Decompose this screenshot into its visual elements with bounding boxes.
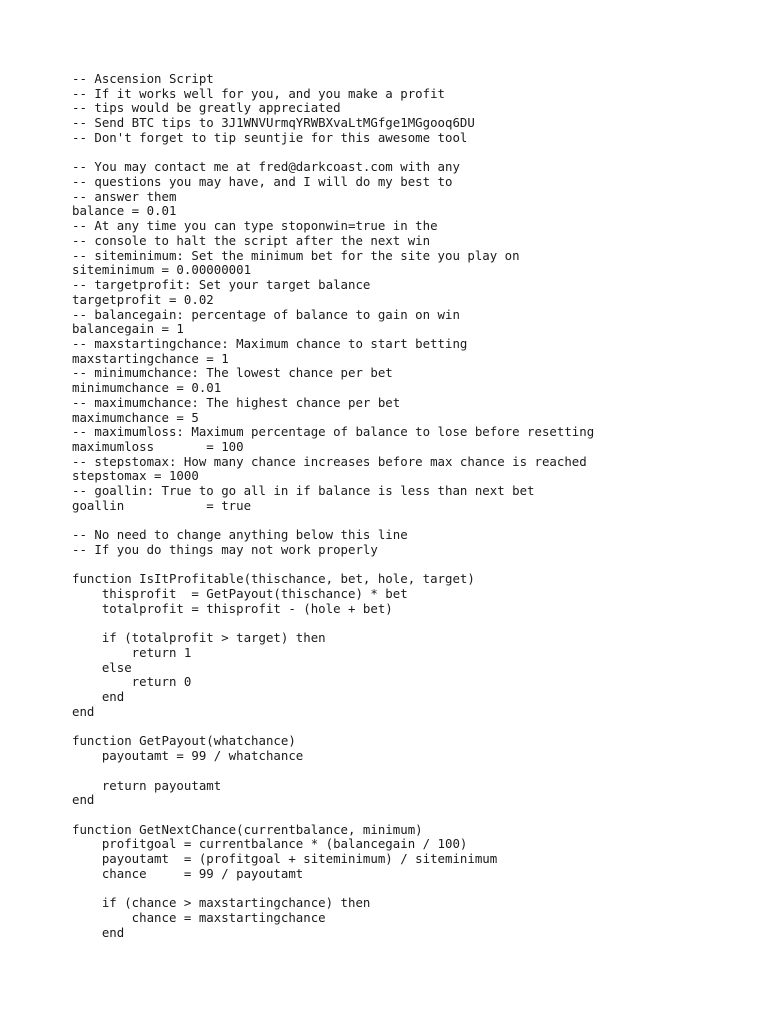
blank-line	[72, 514, 594, 529]
code-line: -- Don't forget to tip seuntjie for this awesome tool	[72, 129, 468, 145]
code-line: return payoutamt	[72, 777, 222, 793]
blank-line	[72, 720, 594, 735]
code-line: totalprofit = thisprofit - (hole + bet)	[72, 600, 393, 616]
blank-line	[72, 146, 594, 161]
blank-line	[72, 764, 594, 779]
code-line: -- maxstartingchance: Maximum chance to start betting	[72, 335, 468, 351]
code-line: -- maximumchance: The highest chance per bet	[72, 394, 401, 410]
code-line: chance = maxstartingchance	[72, 909, 326, 925]
code-line: -- targetprofit: Set your target balance	[72, 277, 371, 293]
code-line: -- tips would be greatly appreciated	[72, 100, 341, 116]
code-line: profitgoal = currentbalance * (balancegain / 100)	[72, 836, 468, 852]
code-line: -- If you do things may not work properly	[72, 542, 378, 557]
code-line: -- balancegain: percentage of balance to gain on win	[72, 306, 460, 322]
code-block	[72, 72, 594, 940]
code-line: else	[72, 659, 132, 675]
code-line: function IsItProfitable(thischance, bet, hole, target)	[72, 571, 475, 587]
code-line: return 1	[72, 645, 192, 661]
code-line: end	[72, 689, 125, 705]
code-line: payoutamt = 99 / whatchance	[72, 748, 304, 764]
code-line: -- maximumloss: Maximum percentage of balance to lose before resetting	[72, 424, 595, 440]
code-line: function GetNextChance(currentbalance, minimum)	[72, 821, 423, 837]
code-line: -- answer them	[72, 188, 177, 204]
code-line: -- Send BTC tips to 3J1WNVUrmqYRWBXvaLtMGfge1MGgooq6DU	[72, 115, 475, 131]
code-line: chance = 99 / payoutamt	[72, 865, 304, 881]
code-line: balance = 0.01	[72, 203, 177, 219]
code-line: balancegain = 1	[72, 321, 184, 337]
code-line: goallin = true	[72, 497, 252, 513]
code-line: thisprofit = GetPayout(thischance) * bet	[72, 586, 408, 602]
code-line: -- At any time you can type stoponwin=true in the	[72, 218, 438, 234]
code-line: minimumchance = 0.01	[72, 380, 222, 396]
code-line: -- No need to change anything below this line	[72, 527, 408, 543]
code-line: end	[72, 924, 125, 940]
code-line: -- Ascension Script	[72, 71, 214, 86]
code-line: payoutamt = (profitgoal + siteminimum) / siteminimum	[72, 851, 498, 867]
code-line: maxstartingchance = 1	[72, 350, 229, 366]
code-line: return 0	[72, 674, 192, 690]
code-line: if (totalprofit > target) then	[72, 630, 326, 646]
code-line: -- minimumchance: The lowest chance per bet	[72, 365, 393, 381]
code-line: end	[72, 792, 95, 808]
code-line: targetprofit = 0.02	[72, 291, 214, 307]
code-line: if (chance > maxstartingchance) then	[72, 895, 371, 911]
code-line: maximumloss = 100	[72, 438, 244, 454]
code-line: -- questions you may have, and I will do my best to	[72, 174, 453, 190]
code-line: function GetPayout(whatchance)	[72, 733, 296, 749]
code-line: end	[72, 703, 95, 719]
code-line: -- console to halt the script after the next win	[72, 232, 431, 248]
code-line: stepstomax = 1000	[72, 468, 199, 484]
blank-line	[72, 617, 594, 632]
blank-line	[72, 882, 594, 897]
code-line: -- stepstomax: How many chance increases before max chance is reached	[72, 453, 587, 469]
code-line: maximumchance = 5	[72, 409, 199, 425]
code-line: -- You may contact me at fred@darkcoast.com with any	[72, 159, 460, 175]
code-line: -- If it works well for you, and you make a profit	[72, 85, 445, 101]
code-line: -- goallin: True to go all in if balance is less than next bet	[72, 483, 535, 499]
blank-line	[72, 808, 594, 823]
blank-line	[72, 558, 594, 573]
code-line: -- siteminimum: Set the minimum bet for the site you play on	[72, 247, 520, 263]
code-line: siteminimum = 0.00000001	[72, 262, 252, 278]
